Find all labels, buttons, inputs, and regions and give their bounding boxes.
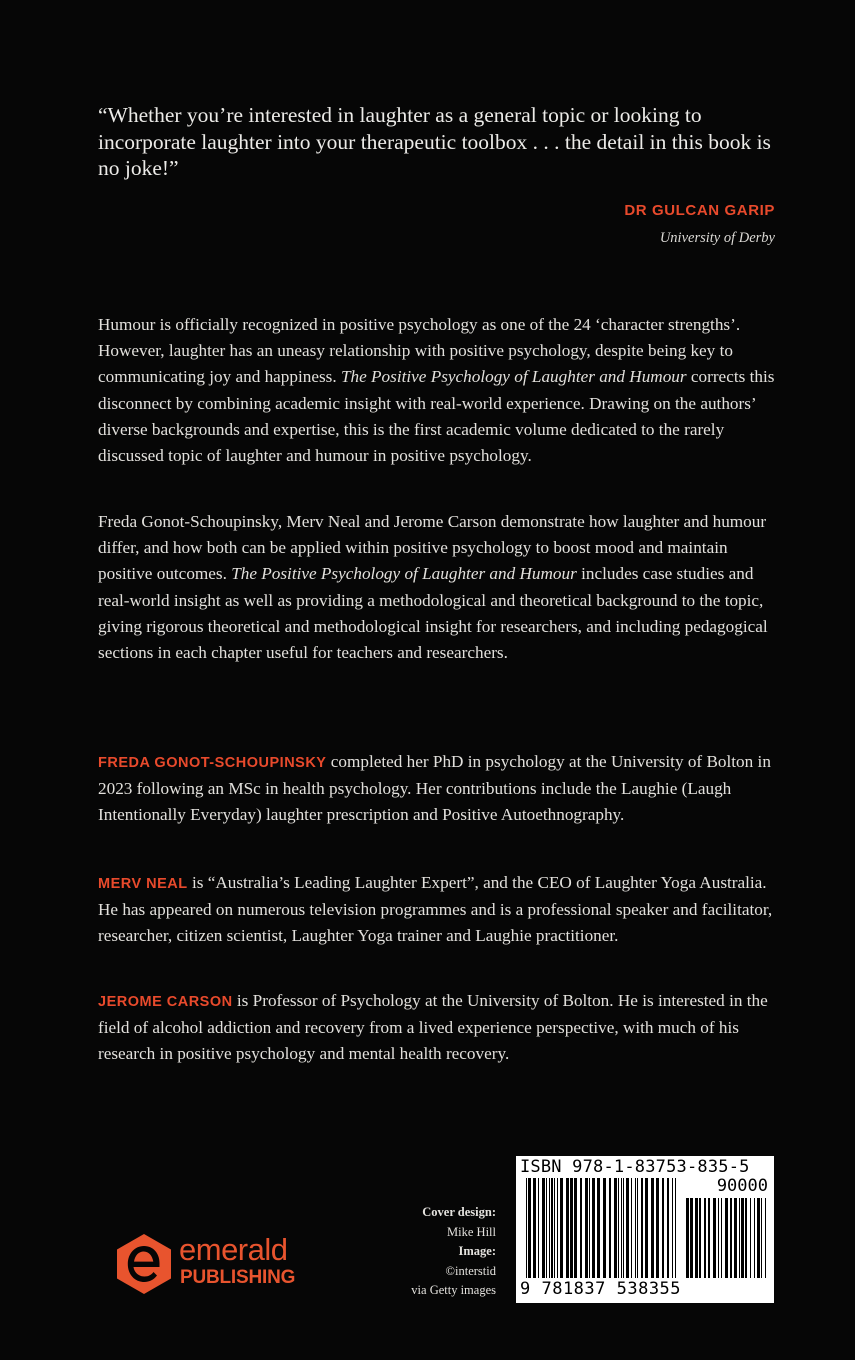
isbn-barcode [516,1156,774,1303]
author-bio-text: is “Australia’s Leading Laughter Expert”, and the CEO of Laughter Yoga Australia. He has appeared on numerous television programmes and is a professional speaker and facilitator, researcher, citizen scientist, Laughter Yoga trainer and Laughie practitioner. [98,873,773,946]
publisher-name-bottom: PUBLISHING [180,1267,296,1288]
author-bio-text: is Professor of Psychology at the University of Bolton. He is interested in the field of alcohol addiction and recovery from a lived experience perspective, with much of his research in positive psychology and mental health recovery. [98,991,768,1064]
endorser-affiliation: University of Derby [659,230,775,246]
author-bio-1 [98,749,778,829]
image-credit-line-1: ©interstid [445,1263,496,1278]
author-name: JEROME CARSON [98,994,233,1010]
author-name: MERV NEAL [98,876,188,892]
emerald-hexagon-e-icon [115,1233,173,1295]
ean-barcode-bars [526,1178,678,1282]
addon-barcode-bars [686,1198,766,1282]
book-title-italic: The Positive Psychology of Laughter and Humour [340,367,687,387]
publisher-logo [115,1233,320,1295]
cover-design-value: Mike Hill [447,1224,496,1239]
cover-design-label: Cover design: [422,1205,496,1219]
author-bio-text: completed her PhD in psychology at the University of Bolton in 2023 following an MSc in health psychology. Her contributions include the Laughie (Laugh Intentionally Everyday) laughter prescription and Positive Autoethnography. [98,752,771,825]
description-text: Humour is officially recognized in positive psychology as one of the 24 ‘character strengths’. However, laughter has an uneasy relationship with positive psychology, despite being key to communicating joy and happiness. [98,315,741,387]
author-bio-2 [98,870,778,950]
image-label: Image: [458,1244,496,1258]
description-text: corrects this disconnect by combining academic insight with real-world experience. Drawing on the authors’ diverse backgrounds and expertise, this is the first academic volume dedicated to the rarely discussed topic of laughter and humour in positive psychology. [98,367,775,466]
endorser-name: DR GULCAN GARIP [624,202,775,219]
publisher-name-top: emerald [179,1232,288,1267]
author-bio-3 [98,988,778,1068]
image-credits [411,1203,496,1301]
isbn-text: ISBN 978-1-83753-835-5 [520,1157,750,1177]
price-code: 90000 [716,1176,768,1196]
description-text: Freda Gonot-Schoupinsky, Merv Neal and Jerome Carson demonstrate how laughter and humour differ, and how both can be applied within positive psychology to boost mood and maintain positive outcomes. [98,512,767,584]
image-credit-line-2: via Getty images [411,1283,496,1297]
ean-digits: 9 781837 538355 [520,1279,682,1299]
endorsement-quote: “Whether you’re interested in laughter as a general topic or looking to incorporate laughter into your therapeutic toolbox . . . the detail in this book is no joke!” [98,103,771,180]
author-name: FREDA GONOT-SCHOUPINSKY [98,755,327,771]
book-title-italic: The Positive Psychology of Laughter and Humour [231,564,577,584]
description-paragraph-1 [98,312,778,469]
description-text: includes case studies and real-world insight as well as providing a methodological and theoretical background to the topic, giving rigorous theoretical and methodological insight for researchers, and including pedagogical sections in each chapter useful for teachers and researchers. [98,564,768,663]
description-paragraph-2 [98,509,778,666]
